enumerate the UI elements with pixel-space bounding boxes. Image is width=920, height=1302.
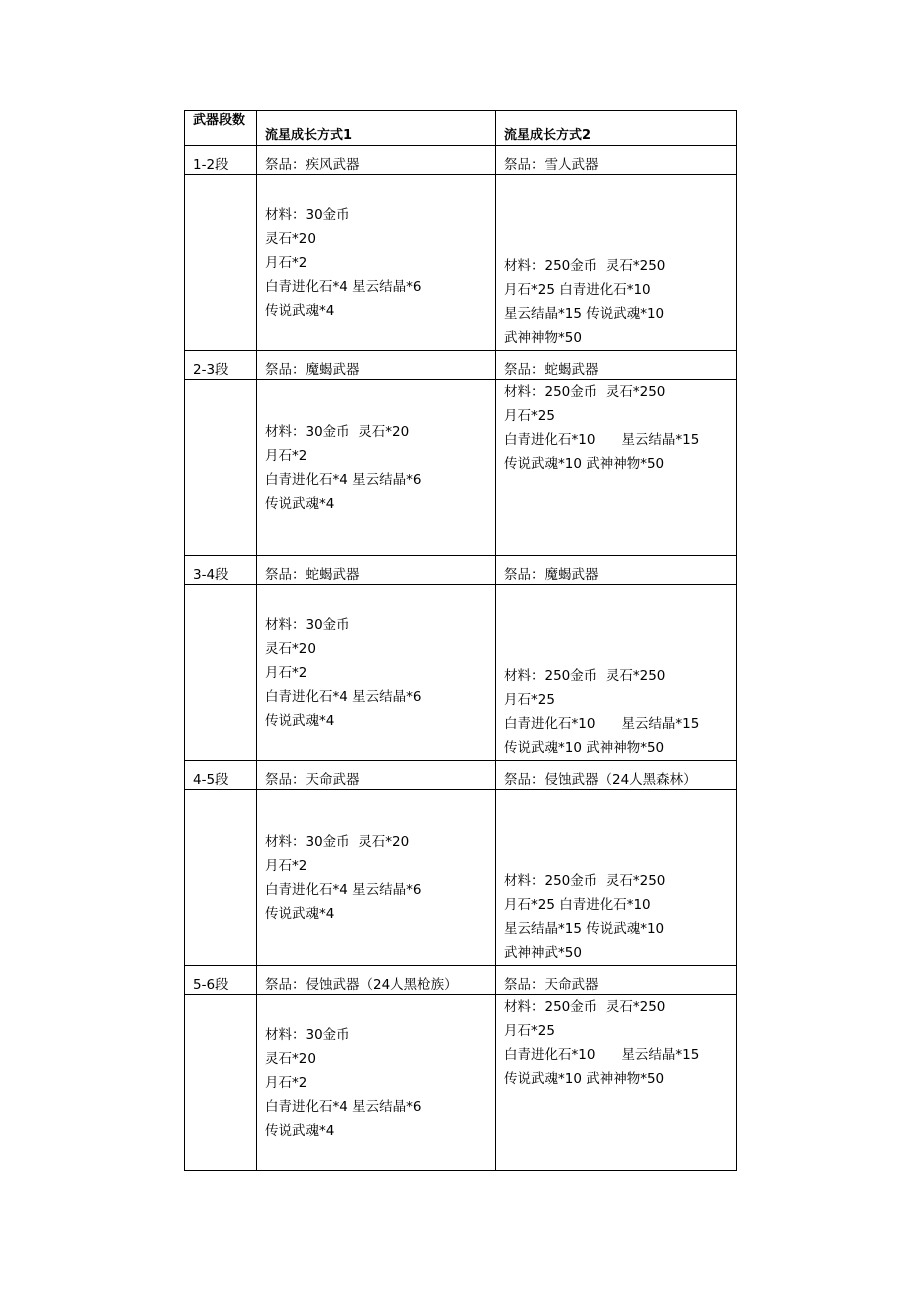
stage-label: 3-4段 [185, 556, 257, 585]
stage-row [185, 966, 737, 995]
offering-method-1: 祭品：疾风武器 [257, 146, 496, 175]
stage-row [185, 146, 737, 175]
growth-table [184, 110, 737, 1171]
material-line: 星云结晶*15 传说武魂*10 [504, 306, 665, 322]
materials-method-1 [257, 790, 496, 966]
stage-label: 5-6段 [185, 966, 257, 995]
material-item: 白青进化石*10 [504, 1047, 596, 1063]
materials-method-2 [496, 585, 737, 761]
material-line: 传说武魂*4 [265, 1122, 335, 1139]
material-line: 白青进化石*4 星云结晶*6 [265, 1098, 422, 1115]
material-line: 材料：250金币 灵石*250 [504, 873, 666, 889]
material-line: 灵石*20 [265, 1050, 316, 1067]
material-line: 传说武魂*4 [265, 495, 335, 512]
material-line: 材料：30金币 [265, 1026, 350, 1043]
offering-method-1: 祭品：天命武器 [257, 761, 496, 790]
material-line: 白青进化石*4 星云结晶*6 [265, 471, 422, 488]
material-line: 材料：250金币 灵石*250 [504, 668, 666, 684]
materials-method-1 [257, 995, 496, 1171]
materials-row [185, 175, 737, 351]
stage-row [185, 351, 737, 380]
material-line: 月石*25 白青进化石*10 [504, 897, 651, 913]
stage-label: 4-5段 [185, 761, 257, 790]
material-line [504, 1043, 728, 1067]
materials-method-2 [496, 380, 737, 556]
material-line: 武神神武*50 [504, 945, 582, 961]
material-item: 星云结晶*15 [621, 432, 700, 448]
material-line: 白青进化石*4 星云结晶*6 [265, 881, 422, 898]
table-header-row [185, 111, 737, 146]
empty-cell [185, 995, 257, 1171]
material-line: 材料：250金币 灵石*250 [504, 258, 666, 274]
materials-method-1 [257, 175, 496, 351]
material-line: 月石*2 [265, 254, 308, 271]
header-method-2: 流星成长方式2 [496, 111, 737, 146]
materials-method-1 [257, 380, 496, 556]
offering-method-2: 祭品：雪人武器 [496, 146, 737, 175]
material-line: 传说武魂*4 [265, 712, 335, 729]
materials-row [185, 995, 737, 1171]
material-line: 星云结晶*15 传说武魂*10 [504, 921, 665, 937]
material-item: 白青进化石*10 [504, 432, 596, 448]
empty-cell [185, 380, 257, 556]
material-line: 月石*2 [265, 857, 308, 874]
material-line: 武神神物*50 [504, 330, 582, 346]
materials-row [185, 790, 737, 966]
material-line: 白青进化石*4 星云结晶*6 [265, 278, 422, 295]
materials-row [185, 380, 737, 556]
empty-cell [185, 175, 257, 351]
stage-label: 2-3段 [185, 351, 257, 380]
header-method-1: 流星成长方式1 [257, 111, 496, 146]
offering-method-1: 祭品：侵蚀武器（24人黑枪族） [257, 966, 496, 995]
offering-method-2: 祭品：蛇蝎武器 [496, 351, 737, 380]
materials-row [185, 585, 737, 761]
material-item: 白青进化石*10 [504, 716, 596, 732]
offering-method-1: 祭品：蛇蝎武器 [257, 556, 496, 585]
materials-method-2 [496, 790, 737, 966]
material-line: 材料：30金币 [265, 206, 350, 223]
offering-method-2: 祭品：魔蝎武器 [496, 556, 737, 585]
material-line: 月石*25 白青进化石*10 [504, 282, 651, 298]
offering-method-2: 祭品：侵蚀武器（24人黑森林） [496, 761, 737, 790]
stage-row [185, 556, 737, 585]
material-line: 材料：250金币 灵石*250 [504, 999, 666, 1015]
materials-method-2 [496, 175, 737, 351]
material-line: 灵石*20 [265, 230, 316, 247]
material-line: 月石*2 [265, 664, 308, 681]
material-line: 月石*25 [504, 408, 555, 424]
material-line: 灵石*20 [265, 640, 316, 657]
material-line: 传说武魂*4 [265, 302, 335, 319]
material-item: 星云结晶*15 [621, 716, 700, 732]
material-line: 传说武魂*10 武神神物*50 [504, 1071, 665, 1087]
stage-row [185, 761, 737, 790]
material-line: 白青进化石*4 星云结晶*6 [265, 688, 422, 705]
empty-cell [185, 790, 257, 966]
offering-method-1: 祭品：魔蝎武器 [257, 351, 496, 380]
material-line: 月石*2 [265, 447, 308, 464]
material-item: 星云结晶*15 [621, 1047, 700, 1063]
material-line: 传说武魂*10 武神神物*50 [504, 740, 665, 756]
stage-label: 1-2段 [185, 146, 257, 175]
materials-method-2 [496, 995, 737, 1171]
material-line: 材料：30金币 [265, 616, 350, 633]
material-line: 月石*2 [265, 1074, 308, 1091]
material-line: 传说武魂*4 [265, 905, 335, 922]
material-line [504, 712, 728, 736]
empty-cell [185, 585, 257, 761]
material-line: 传说武魂*10 武神神物*50 [504, 456, 665, 472]
material-line: 材料：30金币 灵石*20 [265, 833, 410, 850]
materials-method-1 [257, 585, 496, 761]
material-line: 材料：250金币 灵石*250 [504, 384, 666, 400]
offering-method-2: 祭品：天命武器 [496, 966, 737, 995]
material-line [504, 428, 728, 452]
material-line: 月石*25 [504, 692, 555, 708]
material-line: 月石*25 [504, 1023, 555, 1039]
header-stage: 武器段数 [185, 111, 257, 146]
material-line: 材料：30金币 灵石*20 [265, 423, 410, 440]
